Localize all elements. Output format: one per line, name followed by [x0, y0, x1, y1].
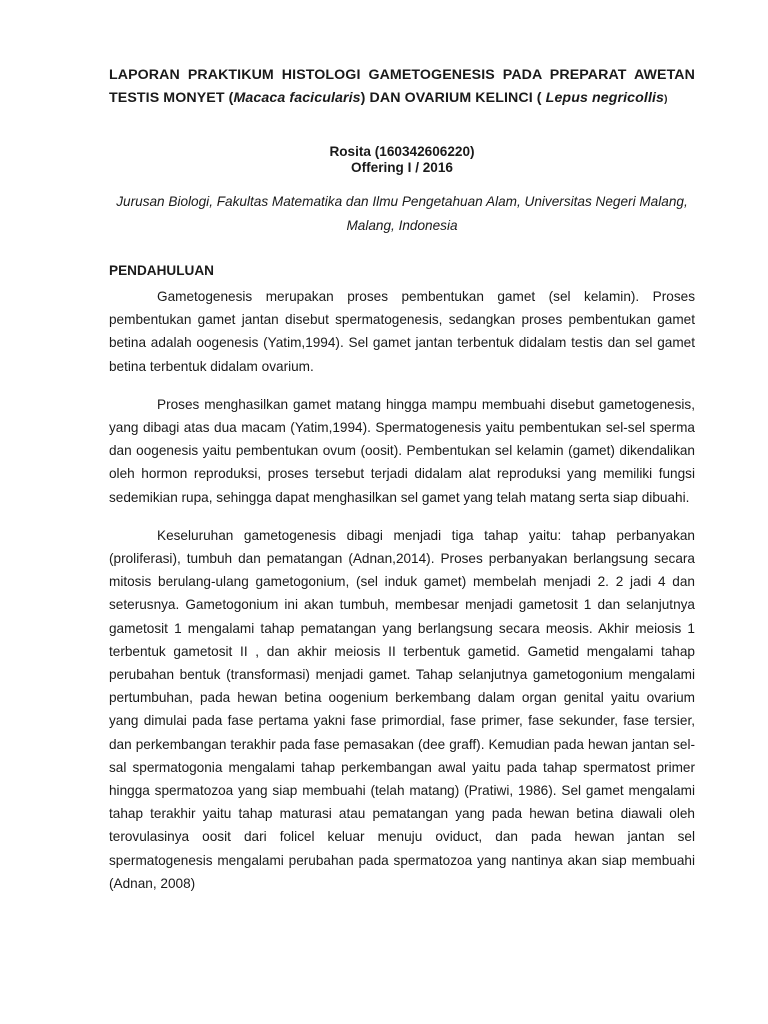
title-line-1: LAPORAN PRAKTIKUM HISTOLOGI GAMETOGENESIS PADA PREPARAT AWETAN — [109, 67, 695, 83]
author-name: Rosita (160342606220) — [329, 144, 475, 159]
title-species-lepus: Lepus negricollis — [545, 90, 665, 106]
affiliation-line-1: Jurusan Biologi, Fakultas Matematika dan Ilmu Pengetahuan Alam, Universitas Negeri Malang, — [116, 194, 688, 209]
document-title — [109, 64, 695, 111]
section-heading: PENDAHULUAN — [109, 263, 214, 278]
title-text-part-b: ) DAN OVARIUM KELINCI ( — [360, 90, 546, 106]
author-offering: Offering I / 2016 — [351, 160, 453, 175]
title-species-macaca: Macaca facicularis — [233, 90, 361, 106]
paragraph-2: Proses menghasilkan gamet matang hingga mampu membuahi disebut gametogenesis, yang dibagi atas dua macam (Yatim,1994). Spermatogenesis yaitu pembentukan sel-sel sperma dan oogenesis yaitu pembentukan ovum (oosit). Pembentukan sel kelamin (gamet) dikendalikan oleh hormon reproduksi, proses tersebut terjadi didalam alat reproduksi yang memiliki fungsi sedemikian rupa, sehingga dapat menghasilkan sel gamet yang telah matang serta siap dibuahi. — [109, 396, 695, 505]
title-line-2 — [109, 87, 695, 111]
affiliation-line-2: Malang, Indonesia — [346, 218, 458, 233]
title-text-part-c: ) — [664, 94, 668, 105]
author-block — [109, 144, 695, 176]
paragraph-3: Keseluruhan gametogenesis dibagi menjadi tiga tahap yaitu: tahap perbanyakan (proliferasi), tumbuh dan pematangan (Adnan,2014). Proses perbanyakan berlangsung secara mitosis berulang-ulang gametogonium, (sel induk gamet) membelah menjadi 2. 2 jadi 4 dan seterusnya. Gametogonium ini akan tumbuh, membesar menjadi gametosit 1 dan selanjutnya gametosit 1 mengalami tahap pematangan yang berlangsung secara meosis. Akhir meiosis 1 terbentuk gametosit II , dan akhir meiosis II terbentuk gametid. Gametid mengalami tahap perubahan bentuk (transformasi) menjadi gamet. Tahap selanjutnya gametogonium mengalami pertumbuhan, pada hewan betina oogenium berkembang dalam organ genital yaitu ovarium yang dimulai pada fase pertama yakni fase primordial, fase primer, fase sekunder, fase tersier, dan perkembangan terakhir pada fase pemasakan (dee graff). Kemudian pada hewan jantan sel-sal spermatogonia mengalami tahap perkembangan awal yaitu pada tahap spermatost primer hingga spermatozoa yang siap membuahi (telah matang) (Pratiwi, 1986). Sel gamet mengalami tahap terakhir yaitu tahap maturasi atau pematangan yang pada hewan betina diawali oleh terovulasinya oosit dari folicel keluar menuju oviduct, dan pada hewan jantan sel spermatogenesis mengalami perubahan pada spermatozoa yang nantinya akan siap membuahi (Adnan, 2008) — [109, 527, 695, 891]
paragraph-1: Gametogenesis merupakan proses pembentukan gamet (sel kelamin). Proses pembentukan gamet jantan disebut spermatogenesis, sedangkan proses pembentukan gamet betina adalah oogenesis (Yatim,1994). Sel gamet jantan terbentuk didalam testis dan sel gamet betina terbentuk didalam ovarium. — [109, 289, 695, 374]
affiliation-block — [109, 190, 695, 238]
title-text-part-a: TESTIS MONYET ( — [109, 90, 234, 106]
